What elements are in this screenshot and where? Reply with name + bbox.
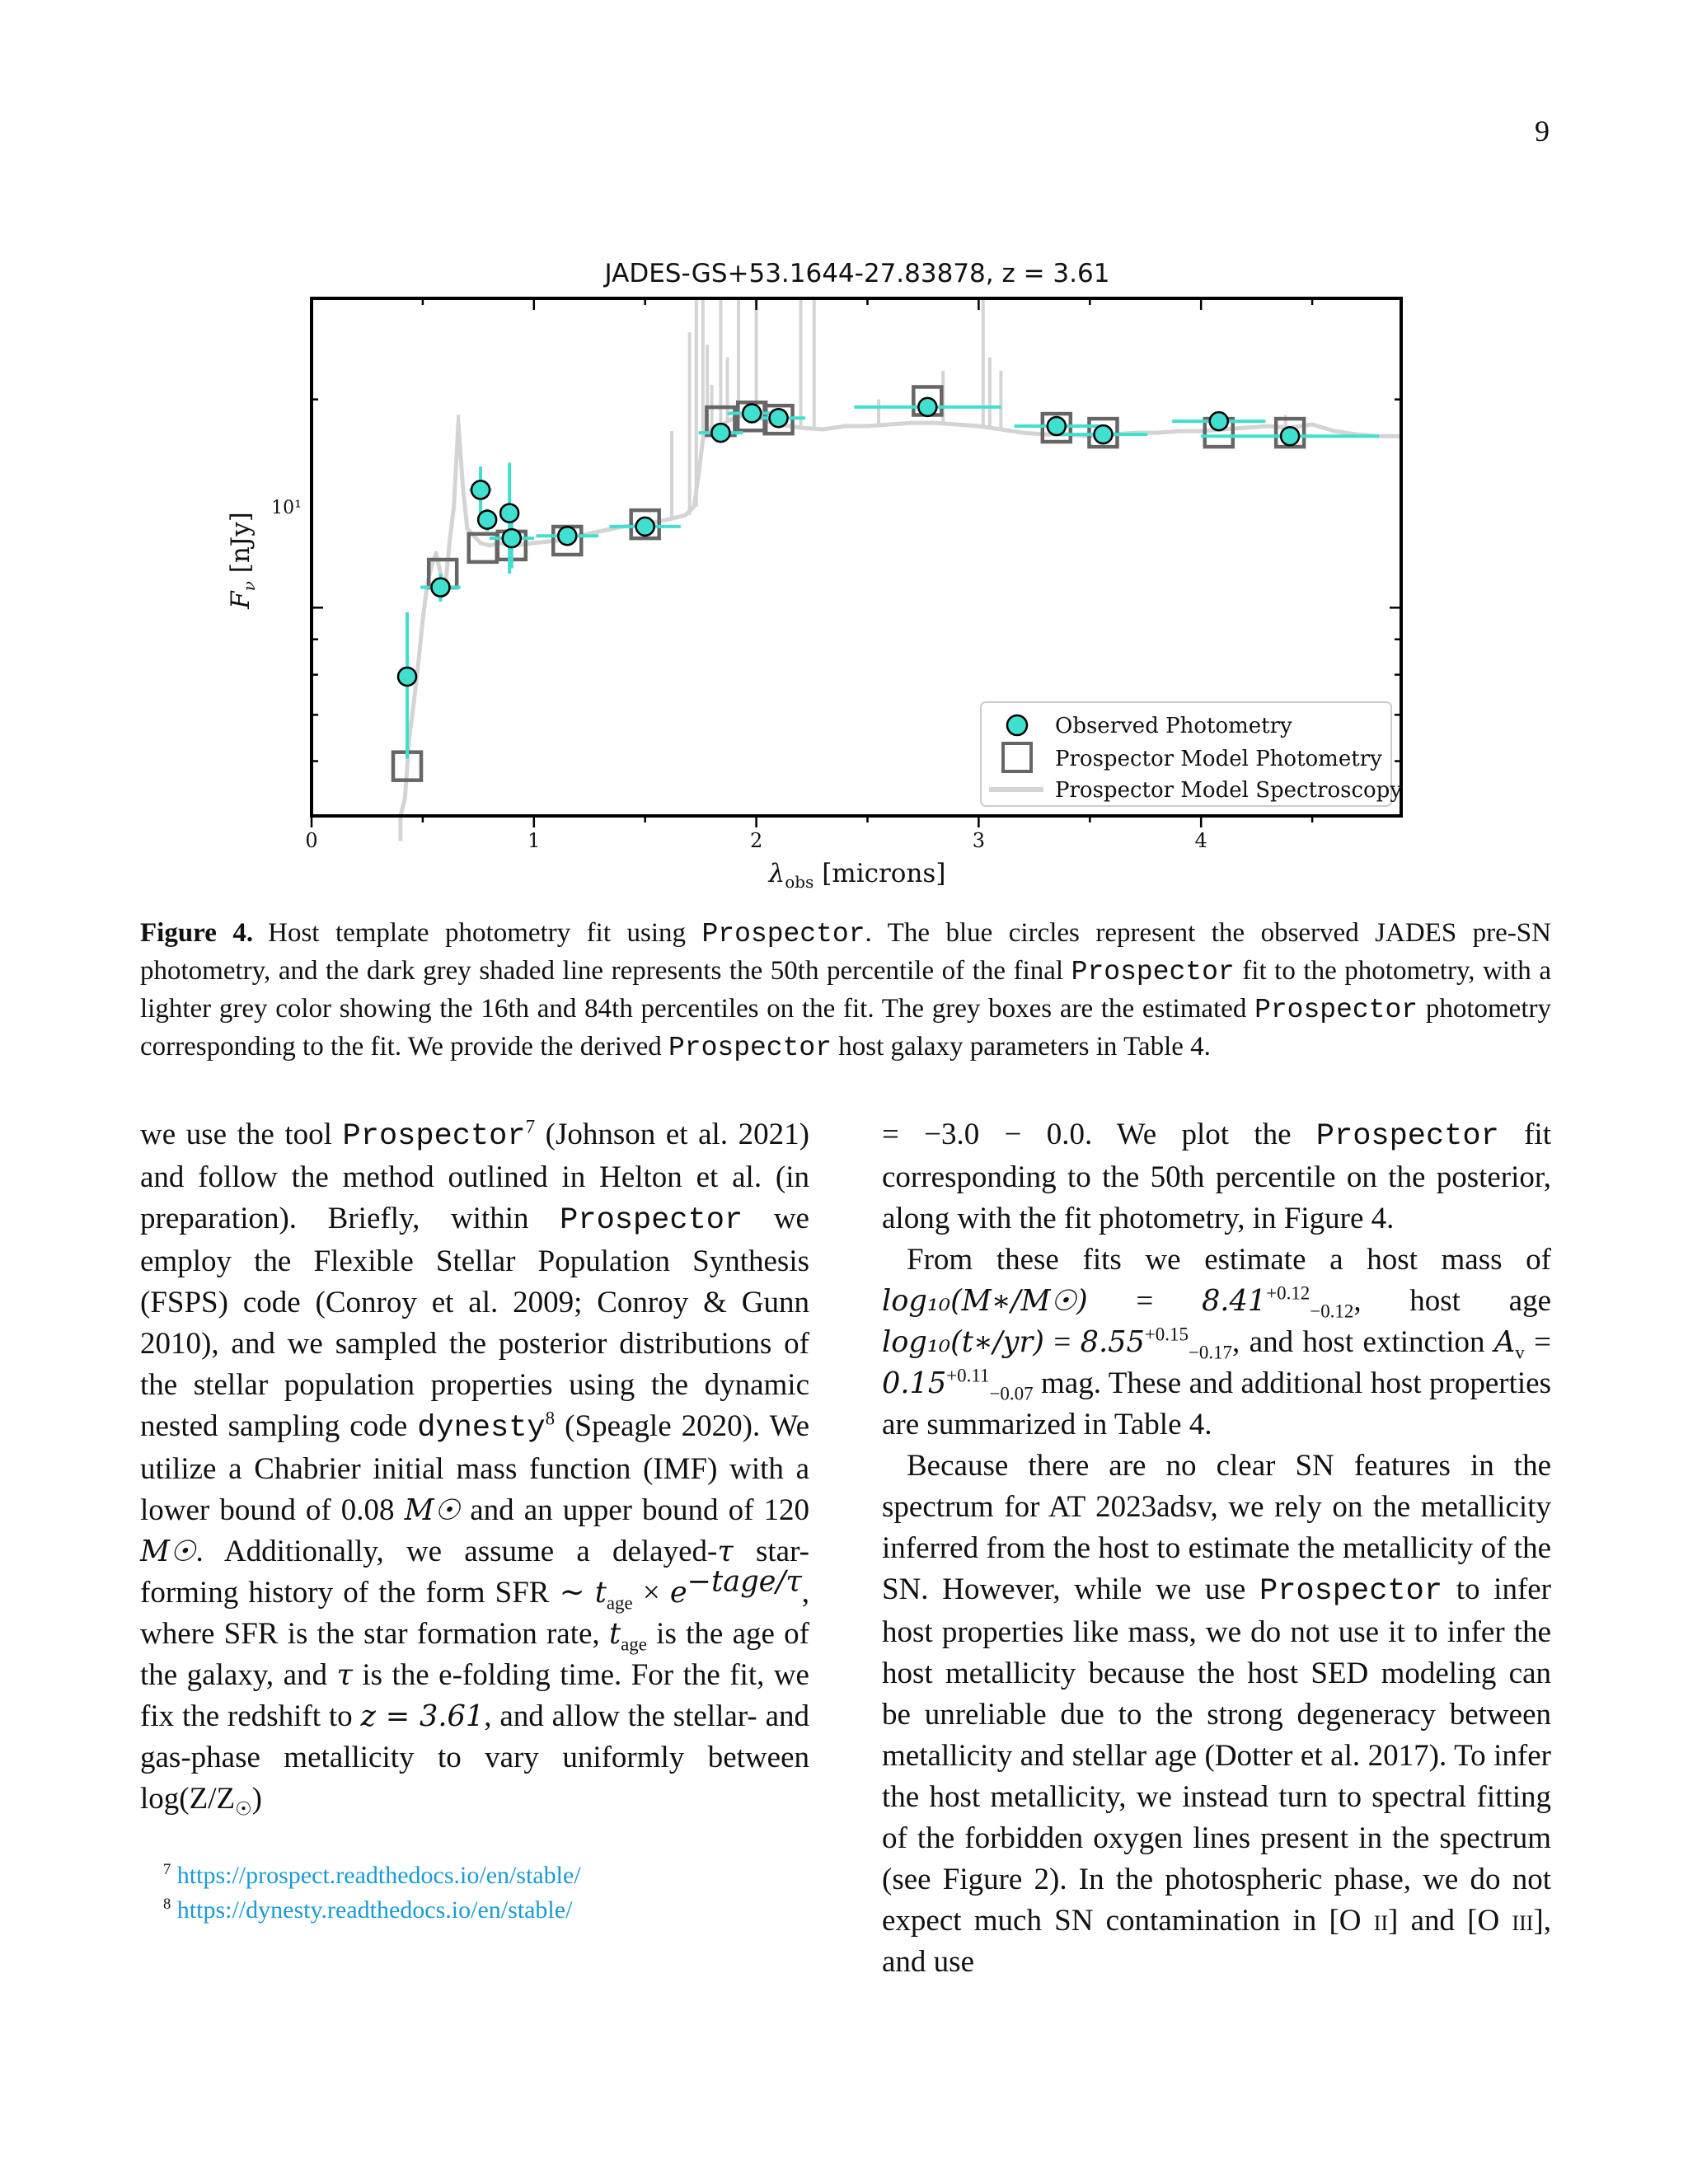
left-column bbox=[140, 1114, 809, 1820]
math-sub: ☉ bbox=[235, 1798, 252, 1820]
legend-spectrum-label: Prospector Model Spectroscopy bbox=[1055, 778, 1403, 803]
observed-point bbox=[1281, 427, 1299, 445]
math-msun: M☉ bbox=[140, 1535, 196, 1568]
footnote-ref-8[interactable]: 8 bbox=[545, 1408, 556, 1429]
legend-model-label: Prospector Model Photometry bbox=[1055, 747, 1382, 771]
y-axis-label: $F_\nu$ [nJy] bbox=[226, 512, 259, 609]
text: = bbox=[1043, 1325, 1081, 1359]
footnotes bbox=[140, 1858, 809, 1928]
text: = bbox=[1524, 1325, 1551, 1359]
text: we use the tool bbox=[140, 1118, 343, 1151]
code-prospector: Prospector bbox=[1259, 1574, 1443, 1609]
text: From these fits we estimate a host mass of bbox=[907, 1243, 1551, 1277]
text: mag. These and additional host properties are summarized in Table 4. bbox=[882, 1366, 1551, 1441]
math-lower: −0.12 bbox=[1310, 1301, 1354, 1322]
observed-point bbox=[743, 404, 761, 422]
code-prospector: Prospector bbox=[560, 1203, 743, 1238]
footnote-8 bbox=[140, 1893, 809, 1928]
caption-text: fit to the photometry, with a lighter grey color showing the 16th and 84th percentiles on the fit. The grey boxes are the estimated bbox=[140, 956, 1551, 1024]
text: star-forming history of the form SFR ∼ bbox=[140, 1535, 809, 1610]
ion-label: iii bbox=[1512, 1904, 1534, 1938]
math-age-label: log₁₀(t∗/yr) bbox=[882, 1325, 1044, 1359]
text: . Additionally, we assume a delayed- bbox=[195, 1535, 718, 1568]
observed-point bbox=[1210, 412, 1228, 430]
x-tick-label: 0 bbox=[305, 829, 318, 852]
math-sub: v bbox=[1515, 1342, 1525, 1363]
math-lower: −0.07 bbox=[989, 1383, 1034, 1404]
text: ], and use bbox=[882, 1904, 1551, 1979]
text: and an upper bound of 120 bbox=[460, 1493, 809, 1527]
code-prospector: Prospector bbox=[668, 1033, 832, 1063]
caption-text: host galaxy parameters in Table 4. bbox=[832, 1032, 1211, 1062]
text: × bbox=[632, 1576, 670, 1610]
math-exp: e bbox=[669, 1576, 687, 1610]
observed-point bbox=[503, 529, 521, 547]
text: is the age of the galaxy, and bbox=[140, 1617, 810, 1692]
code-prospector: Prospector bbox=[701, 919, 865, 949]
observed-point bbox=[500, 504, 518, 523]
caption-text: photometry corresponding to the fit. We provide the derived bbox=[140, 994, 1551, 1062]
math-tau: τ bbox=[717, 1535, 734, 1568]
paragraph bbox=[882, 1446, 1551, 1983]
text: ] and [O bbox=[1388, 1904, 1512, 1938]
text: (Johnson et al. 2021) and follow the method outlined in Helton et al. (in preparation). Briefly, within bbox=[140, 1118, 809, 1235]
footnote-link[interactable]: https://prospect.readthedocs.io/en/stable/ bbox=[176, 1862, 581, 1889]
math-av-label: A bbox=[1493, 1325, 1516, 1359]
math-lower: −0.17 bbox=[1188, 1342, 1233, 1363]
text: Because there are no clear SN features in the spectrum for AT 2023adsv, we rely on the metallicity inferred from the host to estimate the metallicity of the SN. However, while we use bbox=[882, 1449, 1551, 1606]
observed-point bbox=[478, 511, 496, 529]
footnote-7 bbox=[140, 1858, 809, 1893]
legend bbox=[981, 702, 1402, 806]
x-tick-label: 2 bbox=[749, 829, 763, 852]
observed-point bbox=[398, 668, 416, 686]
text: we employ the Flexible Stellar Population Synthesis (FSPS) code (Conroy et al. 2009; Conroy & Gunn 2010), and we sampled the posterior distributions of the stellar population properties using the dynamic nested sampling code bbox=[140, 1202, 809, 1443]
text: , and host extinction bbox=[1232, 1325, 1494, 1359]
x-axis-label: $\lambda_{obs}$ [microns] bbox=[768, 859, 946, 892]
text: , and allow the stellar- and gas-phase metallicity to vary uniformly between log(Z/Z bbox=[140, 1699, 810, 1816]
figure-caption bbox=[140, 915, 1551, 1066]
observed-point bbox=[636, 518, 654, 536]
math-upper: +0.11 bbox=[946, 1365, 990, 1386]
text: , host age bbox=[1353, 1284, 1551, 1318]
observed-point bbox=[431, 579, 449, 597]
math-exp-power: −tage/τ bbox=[687, 1564, 802, 1599]
code-dynesty: dynesty bbox=[417, 1411, 546, 1446]
footnote-number: 8 bbox=[163, 1896, 171, 1913]
x-tick-label: 1 bbox=[528, 829, 541, 852]
code-prospector: Prospector bbox=[342, 1119, 526, 1154]
math-tage: t bbox=[608, 1617, 621, 1651]
text: (Speagle 2020). We utilize a Chabrier initial mass function (IMF) with a lower bound of 0.08 bbox=[140, 1409, 810, 1527]
observed-point bbox=[711, 424, 729, 442]
paragraph bbox=[882, 1114, 1551, 1240]
math-age-value: 8.55 bbox=[1080, 1325, 1145, 1359]
footnote-number: 7 bbox=[163, 1861, 171, 1878]
page-number: 9 bbox=[1535, 115, 1550, 148]
observed-point bbox=[558, 527, 576, 545]
observed-point bbox=[918, 398, 936, 416]
math-sub: age bbox=[621, 1633, 647, 1655]
caption-text: . The blue circles represent the observed JADES pre-SN photometry, and the dark grey shaded line represents the 50th percentile of the final bbox=[140, 918, 1551, 986]
text: = −3.0 − 0.0. We plot the bbox=[882, 1118, 1316, 1151]
math-mass-value: 8.41 bbox=[1201, 1284, 1267, 1318]
footnote-link[interactable]: https://dynesty.readthedocs.io/en/stable/ bbox=[176, 1896, 573, 1924]
legend-observed-marker bbox=[1007, 715, 1027, 735]
text: is the e-folding time. For the fit, we fix the redshift to bbox=[140, 1658, 809, 1733]
math-upper: +0.15 bbox=[1144, 1324, 1189, 1345]
text: = bbox=[1087, 1284, 1202, 1318]
text: ) bbox=[251, 1782, 262, 1816]
code-prospector: Prospector bbox=[1071, 957, 1235, 987]
chart-title: JADES-GS+53.1644-27.83878, z = 3.61 bbox=[604, 259, 1110, 288]
ion-label: ii bbox=[1373, 1904, 1389, 1938]
observed-point bbox=[1048, 417, 1066, 435]
sed-figure bbox=[198, 247, 1434, 907]
legend-observed-label: Observed Photometry bbox=[1055, 714, 1292, 738]
math-upper: +0.12 bbox=[1266, 1282, 1311, 1304]
math-redshift: z = 3.61 bbox=[360, 1699, 485, 1733]
code-prospector: Prospector bbox=[1254, 995, 1418, 1025]
right-column bbox=[882, 1114, 1551, 1983]
observed-point bbox=[770, 409, 788, 427]
x-tick-label: 4 bbox=[1194, 829, 1207, 852]
observed-point bbox=[1094, 425, 1112, 443]
math-tau: τ bbox=[336, 1658, 353, 1692]
text: fit corresponding to the 50th percentile on the posterior, along with the fit photometry, in Figure 4. bbox=[882, 1118, 1551, 1235]
paragraph bbox=[882, 1240, 1551, 1446]
figure-label: Figure 4. bbox=[140, 918, 254, 948]
paragraph bbox=[140, 1114, 809, 1820]
footnote-ref-7[interactable]: 7 bbox=[525, 1116, 536, 1137]
math-msun: M☉ bbox=[404, 1493, 461, 1527]
y-tick-label: 10¹ bbox=[271, 498, 302, 518]
math-sub: age bbox=[606, 1592, 633, 1614]
math-mass-label: log₁₀(M∗/M☉) bbox=[882, 1284, 1088, 1318]
code-prospector: Prospector bbox=[1315, 1119, 1499, 1154]
x-tick-label: 3 bbox=[972, 829, 986, 852]
math-tage: t bbox=[594, 1576, 607, 1610]
text: to infer host properties like mass, we do not use it to infer the host metallicity because the host SED modeling can be unreliable due to the strong degeneracy between metallicity and stellar age (Dotter et al. 2017). To infer the host metallicity, we instead turn to spectral fitting of the forbidden oxygen lines present in the spectrum (see Figure 2). In the photospheric phase, we do not expect much SN contamination in [O bbox=[882, 1572, 1552, 1938]
caption-text: Host template photometry fit using bbox=[268, 918, 702, 948]
math-av-value: 0.15 bbox=[882, 1366, 947, 1400]
observed-point bbox=[471, 480, 490, 499]
text: , where SFR is the star formation rate, bbox=[140, 1576, 810, 1651]
